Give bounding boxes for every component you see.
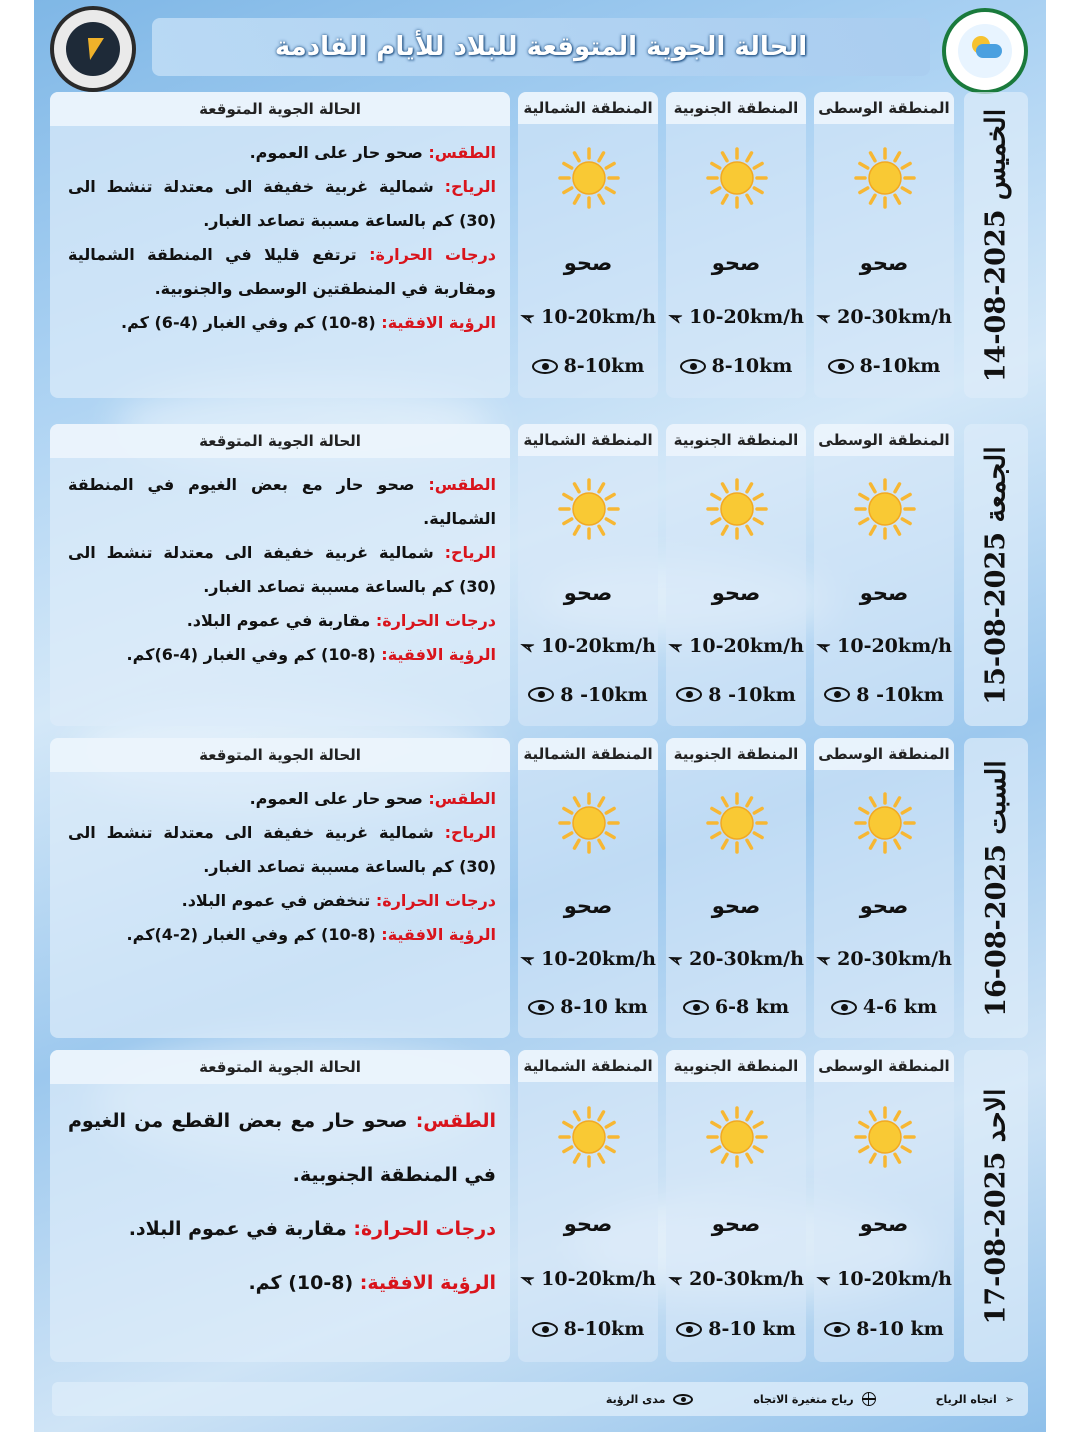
wind-speed (518, 1268, 658, 1290)
visibility-value: 8-10 km (856, 1318, 944, 1341)
eye-icon (828, 359, 854, 374)
wind-speed (666, 1268, 806, 1290)
legend-wind-direction-label: اتجاه الرياح (935, 1392, 997, 1406)
sun-icon (706, 478, 768, 540)
forecast-line-text: (8-10) كم وفي الغبار (4-6)كم. (126, 645, 382, 664)
wind-speed-value: 10-20km/h (541, 635, 656, 658)
forecast-line-text: (8-10) كم وفي الغبار (4-6) كم. (120, 313, 382, 332)
condition-label: صحو (563, 581, 613, 606)
forecast-line (68, 816, 496, 884)
forecast-line (68, 238, 496, 306)
day-row (50, 738, 1028, 1038)
sun-icon (854, 1106, 916, 1168)
wind-direction-arrow-icon: ➢ (664, 304, 687, 330)
visibility-value: 8-10 km (708, 1318, 796, 1341)
legend-visibility (606, 1393, 693, 1406)
forecast-details-card (50, 738, 510, 1038)
region-card-northern (518, 424, 658, 726)
wind-direction-arrow-icon: ➢ (664, 1266, 687, 1292)
page-title: الحالة الجوية المتوقعة للبلاد للأيام القادمة (274, 32, 808, 62)
visibility-value: 8-10km (563, 355, 645, 378)
condition-label: صحو (711, 1212, 761, 1237)
wind-direction-arrow-icon: ➢ (812, 1266, 835, 1292)
region-card-northern (518, 92, 658, 398)
eye-icon (676, 1322, 702, 1337)
legend-wind-direction (936, 1393, 1014, 1406)
wind-speed (666, 635, 806, 657)
region-name: المنطقة الشمالية (518, 92, 658, 124)
day-row (50, 1050, 1028, 1362)
wind-speed-value: 10-20km/h (541, 1268, 656, 1291)
day-date: السبت 2025-08-16 (980, 759, 1012, 1017)
day-row (50, 92, 1028, 398)
wind-speed (814, 635, 954, 657)
visibility-value: 8-10km (859, 355, 941, 378)
visibility-value: 8 -10km (560, 683, 648, 706)
forecast-line (68, 638, 496, 672)
day-date-card (964, 424, 1028, 726)
region-name: المنطقة الجنوبية (666, 92, 806, 124)
forecast-details-body (50, 126, 510, 350)
region-name: المنطقة الوسطى (814, 738, 954, 770)
forecast-line-label: الرؤية الافقية: (381, 645, 496, 664)
forecast-line (68, 604, 496, 638)
region-name: المنطقة الجنوبية (666, 738, 806, 770)
eye-icon (532, 359, 558, 374)
wind-speed (666, 306, 806, 328)
forecast-line-label: الرياح: (444, 177, 496, 196)
forecast-line (68, 306, 496, 340)
forecast-line-label: الرؤية الافقية: (381, 313, 496, 332)
visibility (666, 996, 806, 1018)
visibility (814, 355, 954, 377)
sun-icon (558, 792, 620, 854)
region-name: المنطقة الجنوبية (666, 1050, 806, 1082)
wind-direction-arrow-icon: ➢ (516, 633, 539, 659)
eye-icon (824, 687, 850, 702)
sun-icon (706, 792, 768, 854)
wind-direction-arrow-icon: ➢ (812, 946, 835, 972)
visibility-value: 6-8 km (714, 996, 790, 1018)
forecast-line-text: مقاربة في عموم البلاد. (186, 611, 376, 630)
sun-icon (706, 147, 768, 209)
sun-icon (854, 147, 916, 209)
visibility (518, 996, 658, 1018)
forecast-line (68, 136, 496, 170)
wind-speed (814, 1268, 954, 1290)
forecast-line-label: الطقس: (428, 789, 496, 808)
wind-speed-value: 10-20km/h (689, 635, 804, 658)
forecast-line (68, 782, 496, 816)
forecast-details-card (50, 92, 510, 398)
forecast-details-body (50, 1084, 510, 1320)
wind-speed (518, 948, 658, 970)
forecast-line-label: الرياح: (444, 823, 496, 842)
visibility (666, 1318, 806, 1340)
visibility-value: 8-10km (563, 1318, 645, 1341)
forecast-details-body (50, 458, 510, 682)
forecast-line-label: الطقس: (428, 143, 496, 162)
forecast-line-label: الطقس: (428, 475, 496, 494)
visibility (518, 684, 658, 706)
condition-label: صحو (711, 251, 761, 276)
forecast-line-text: صحو حار على العموم. (249, 789, 429, 808)
wind-direction-arrow-icon: ➢ (516, 1266, 539, 1292)
forecast-details-title: الحالة الجوية المتوقعة (50, 92, 510, 126)
day-date: الخميس 2025-08-14 (980, 108, 1012, 382)
legend-variable-wind (753, 1392, 875, 1406)
visibility (814, 996, 954, 1018)
wind-speed-value: 10-20km/h (541, 306, 656, 329)
visibility (518, 355, 658, 377)
visibility (666, 684, 806, 706)
sun-icon (854, 792, 916, 854)
eye-icon (824, 1322, 850, 1337)
forecast-details-title: الحالة الجوية المتوقعة (50, 1050, 510, 1084)
region-name: المنطقة الشمالية (518, 424, 658, 456)
condition-label: صحو (563, 251, 613, 276)
wind-direction-arrow-icon: ➢ (1004, 1392, 1014, 1406)
sun-icon (854, 478, 916, 540)
wind-speed (518, 306, 658, 328)
wind-speed (518, 635, 658, 657)
region-name: المنطقة الجنوبية (666, 424, 806, 456)
forecast-details-title: الحالة الجوية المتوقعة (50, 738, 510, 772)
wind-direction-arrow-icon: ➢ (664, 946, 687, 972)
forecast-details-card (50, 424, 510, 726)
forecast-line-text: شمالية غربية خفيفة الى معتدلة تنشط الى (30) كم بالساعة مسببة تصاعد الغبار. (68, 543, 496, 596)
wind-speed (814, 948, 954, 970)
eye-icon (532, 1322, 558, 1337)
wind-speed (814, 306, 954, 328)
legend-visibility-label: مدى الرؤية (605, 1392, 666, 1406)
visibility-value: 8-10km (711, 355, 793, 378)
wind-speed-value: 20-30km/h (837, 948, 952, 970)
forecast-line (68, 884, 496, 918)
forecast-line-label: درجات الحرارة: (375, 611, 496, 630)
condition-label: صحو (563, 894, 613, 918)
forecast-line-label: الرؤية الافقية: (359, 1272, 496, 1294)
region-card-southern (666, 92, 806, 398)
region-card-northern (518, 1050, 658, 1362)
eye-icon (680, 359, 706, 374)
wind-speed-value: 20-30km/h (689, 948, 804, 970)
condition-label: صحو (859, 251, 909, 276)
forecast-details-card (50, 1050, 510, 1362)
forecast-line (68, 468, 496, 536)
visibility-value: 8 -10km (856, 683, 944, 706)
meteorological-authority-logo (942, 8, 1028, 94)
region-name: المنطقة الشمالية (518, 738, 658, 770)
forecast-line-text: صحو حار مع بعض الغيوم في المنطقة الشمالية. (68, 475, 496, 528)
forecast-line-text: تنخفض في عموم البلاد. (181, 891, 376, 910)
forecast-line-label: درجات الحرارة: (353, 1218, 496, 1240)
wind-speed-value: 10-20km/h (837, 635, 952, 658)
day-date: الاحد 2025-08-17 (980, 1088, 1012, 1324)
region-name: المنطقة الوسطى (814, 1050, 954, 1082)
visibility-value: 4-6 km (862, 996, 938, 1018)
forecast-line (68, 918, 496, 952)
wind-direction-arrow-icon: ➢ (812, 633, 835, 659)
wind-direction-arrow-icon: ➢ (812, 304, 835, 330)
condition-label: صحو (711, 894, 761, 918)
header-bar (152, 18, 930, 76)
visibility-value: 8 -10km (708, 683, 796, 706)
region-card-southern (666, 738, 806, 1038)
forecast-line-label: الرؤية الافقية: (381, 925, 496, 944)
forecast-line (68, 1094, 496, 1202)
legend-variable-wind-label: رياح متغيرة الاتجاه (753, 1392, 854, 1406)
eye-icon (683, 1000, 709, 1015)
wind-speed-value: 10-20km/h (689, 306, 804, 329)
region-name: المنطقة الوسطى (814, 424, 954, 456)
region-name: المنطقة الوسطى (814, 92, 954, 124)
sun-icon (558, 1106, 620, 1168)
wind-speed-value: 20-30km/h (689, 1268, 804, 1291)
forecast-line-label: الرياح: (444, 543, 496, 562)
day-date: الجمعة 2025-08-15 (980, 445, 1012, 705)
condition-label: صحو (859, 894, 909, 918)
forecast-line (68, 170, 496, 238)
region-card-central (814, 424, 954, 726)
forecast-details-title: الحالة الجوية المتوقعة (50, 424, 510, 458)
condition-label: صحو (859, 581, 909, 606)
forecast-line-label: درجات الحرارة: (369, 245, 497, 264)
region-card-central (814, 1050, 954, 1362)
visibility-value: 8-10 km (560, 996, 648, 1018)
region-card-central (814, 738, 954, 1038)
wind-speed (666, 948, 806, 970)
sun-icon (706, 1106, 768, 1168)
wind-direction-arrow-icon: ➢ (516, 946, 539, 972)
day-date-card (964, 738, 1028, 1038)
forecast-line-text: صحو حار مع بعض القطع من الغيوم في المنطقة الجنوبية. (68, 1110, 496, 1186)
forecasting-center-logo (50, 6, 136, 92)
visibility (666, 355, 806, 377)
forecast-line-text: شمالية غربية خفيفة الى معتدلة تنشط الى (30) كم بالساعة مسببة تصاعد الغبار. (68, 823, 496, 876)
forecast-line-text: مقاربة في عموم البلاد. (128, 1218, 354, 1240)
condition-label: صحو (711, 581, 761, 606)
region-card-central (814, 92, 954, 398)
compass-icon (862, 1392, 876, 1406)
eye-icon (673, 1394, 693, 1405)
legend-bar (52, 1382, 1028, 1416)
forecast-details-body (50, 772, 510, 962)
region-name: المنطقة الشمالية (518, 1050, 658, 1082)
eye-icon (676, 687, 702, 702)
wind-speed-value: 20-30km/h (837, 306, 952, 329)
sun-icon (558, 147, 620, 209)
forecast-line-text: (8-10) كم وفي الغبار (2-4)كم. (126, 925, 382, 944)
wind-direction-arrow-icon: ➢ (516, 304, 539, 330)
forecast-line-label: الطقس: (415, 1110, 496, 1132)
region-card-northern (518, 738, 658, 1038)
visibility (518, 1318, 658, 1340)
forecast-line-text: شمالية غربية خفيفة الى معتدلة تنشط الى (30) كم بالساعة مسببة تصاعد الغبار. (68, 177, 496, 230)
forecast-line-label: درجات الحرارة: (375, 891, 496, 910)
eye-icon (831, 1000, 857, 1015)
forecast-line-text: ترتفع قليلا في المنطقة الشمالية ومقاربة في المنطقتين الوسطى والجنوبية. (68, 245, 496, 298)
wind-speed-value: 10-20km/h (541, 948, 656, 970)
wind-speed-value: 10-20km/h (837, 1268, 952, 1291)
condition-label: صحو (563, 1212, 613, 1237)
region-card-southern (666, 1050, 806, 1362)
day-row (50, 424, 1028, 726)
day-date-card (964, 1050, 1028, 1362)
forecast-line (68, 1256, 496, 1310)
eye-icon (528, 1000, 554, 1015)
region-card-southern (666, 424, 806, 726)
forecast-line-text: (8-10) كم. (248, 1272, 360, 1294)
wind-direction-arrow-icon: ➢ (664, 633, 687, 659)
condition-label: صحو (859, 1212, 909, 1237)
forecast-line-text: صحو حار على العموم. (249, 143, 429, 162)
sun-icon (558, 478, 620, 540)
eye-icon (528, 687, 554, 702)
forecast-line (68, 1202, 496, 1256)
day-date-card (964, 92, 1028, 398)
forecast-line (68, 536, 496, 604)
visibility (814, 1318, 954, 1340)
visibility (814, 684, 954, 706)
